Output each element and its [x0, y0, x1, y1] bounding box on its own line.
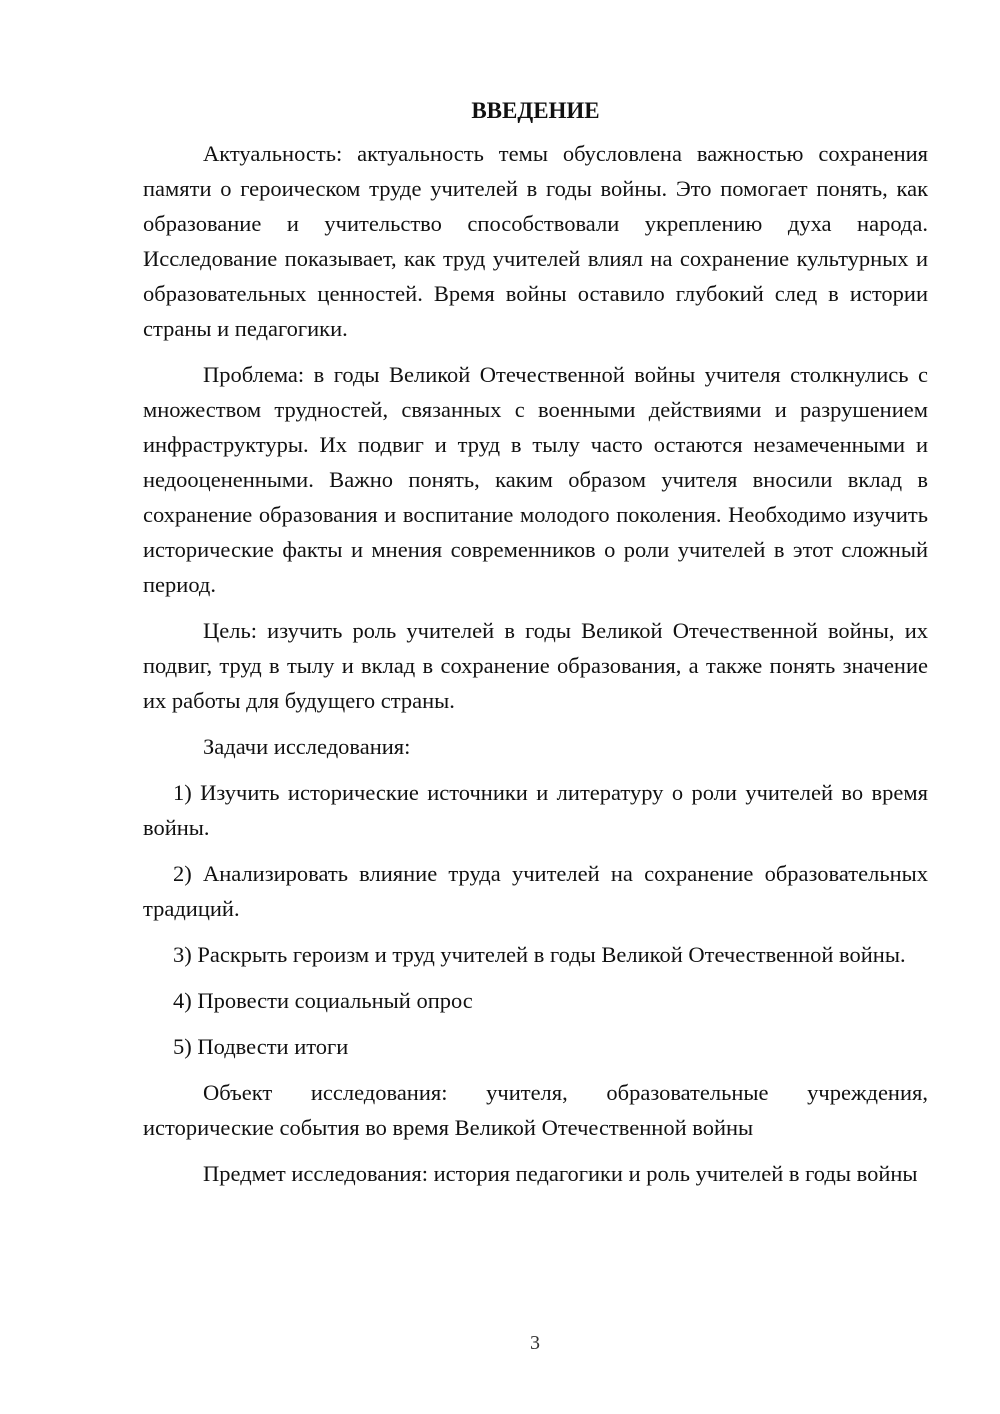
problem-paragraph: Проблема: в годы Великой Отечественной войны учителя столкнулись с множеством трудностей, связанных с военными действиями и разрушением инфраструктуры. Их подвиг и труд в тылу часто остаются незамеченными и недооцененными. Важно понять, каким образом учителя вносили вклад в сохранение образования и воспитание молодого поколения. Необходимо изучить исторические факты и мнения современников о роли учителей в этот сложный период. — [143, 362, 928, 597]
section-heading: ВВЕДЕНИЕ — [471, 98, 600, 123]
tasks-intro: Задачи исследования: — [203, 734, 411, 759]
page-content — [143, 94, 928, 1202]
task-item-2: 2) Анализировать влияние труда учителей на сохранение образовательных традиций. — [143, 861, 928, 921]
subject-paragraph: Предмет исследования: история педагогики и роль учителей в годы войны — [203, 1161, 918, 1186]
relevance-paragraph: Актуальность: актуальность темы обусловлена важностью сохранения памяти о героическом труде учителей в годы войны. Это помогает понять, как образование и учительство способствовали укреплению духа народа. Исследование показывает, как труд учителей влиял на сохранение культурных и образовательных ценностей. Время войны оставило глубокий след в истории страны и педагогики. — [143, 141, 928, 341]
object-paragraph: Объект исследования: учителя, образовательные учреждения, исторические события во время Великой Отечественной войны — [143, 1080, 928, 1140]
page-number: 3 — [530, 1332, 540, 1354]
task-item-1: 1) Изучить исторические источники и литературу о роли учителей во время войны. — [143, 780, 928, 840]
task-item-4: 4) Провести социальный опрос — [173, 988, 473, 1013]
goal-paragraph: Цель: изучить роль учителей в годы Великой Отечественной войны, их подвиг, труд в тылу и вклад в сохранение образования, а также понять значение их работы для будущего страны. — [143, 618, 928, 713]
task-item-5: 5) Подвести итоги — [173, 1034, 349, 1059]
task-item-3: 3) Раскрыть героизм и труд учителей в годы Великой Отечественной войны. — [173, 942, 906, 967]
